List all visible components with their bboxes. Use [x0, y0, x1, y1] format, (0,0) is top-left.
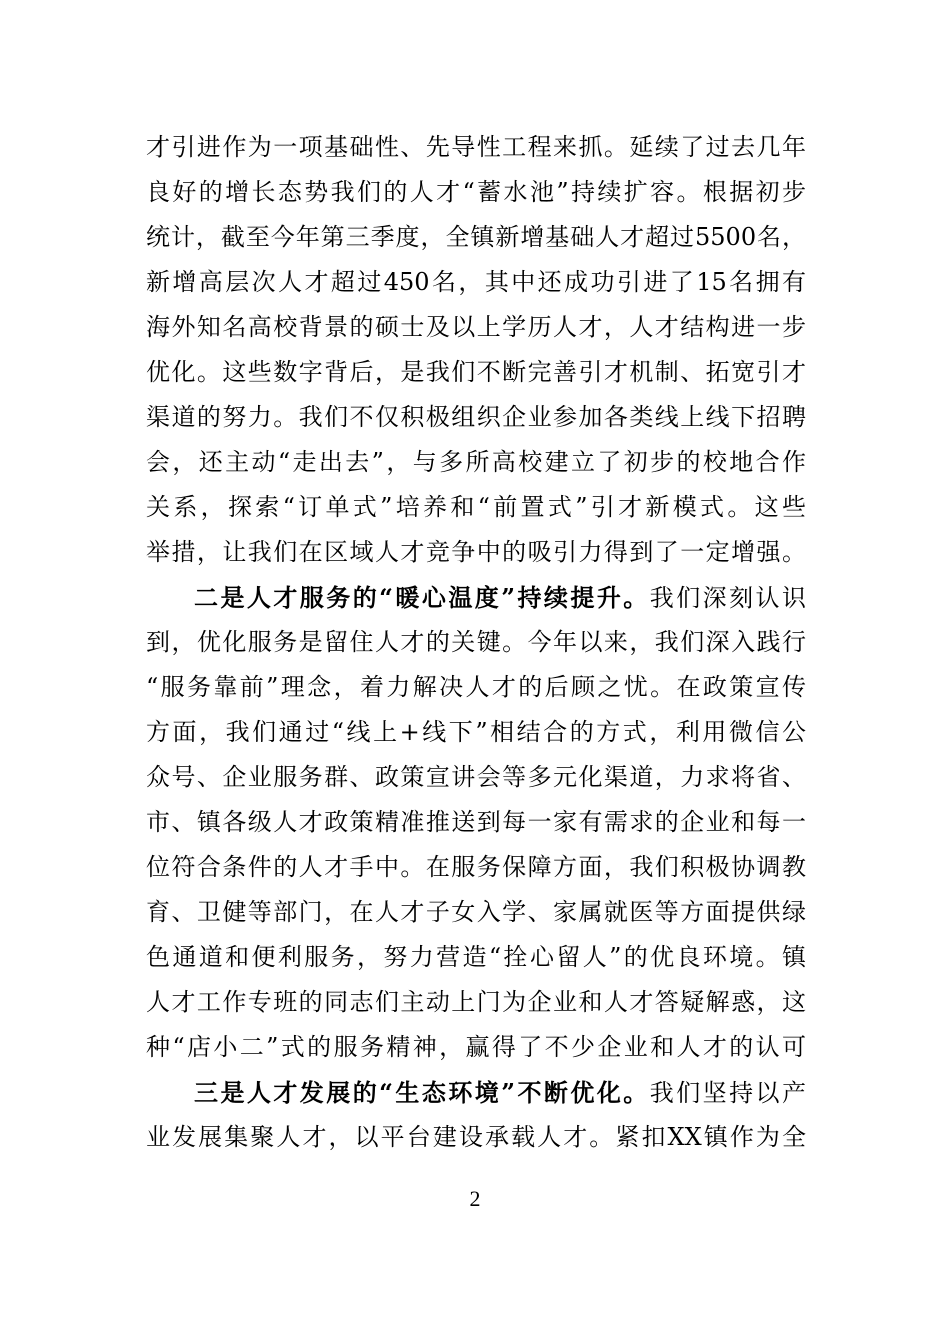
paragraph-2-lead: 我们深刻认识 [649, 584, 806, 612]
text-line: 方面，我们通过“线上+线下”相结合的方式，利用微信公 [146, 718, 806, 746]
text-line: 到，优化服务是留住人才的关键。今年以来，我们深入践行 [146, 628, 806, 656]
paragraph-3-first-line [146, 1070, 806, 1115]
text-line: 渠道的努力。我们不仅积极组织企业参加各类线上线下招聘 [146, 403, 806, 431]
text-line: 良好的增长态势我们的人才“蓄水池”持续扩容。根据初步 [146, 178, 806, 206]
text-line: 市、镇各级人才政策精准推送到每一家有需求的企业和每一 [146, 808, 806, 836]
text-line: 会，还主动“走出去”，与多所高校建立了初步的校地合作 [146, 448, 806, 476]
text-line: 业发展集聚人才，以平台建设承载人才。紧扣XX镇作为全 [146, 1123, 806, 1151]
text-line: “服务靠前”理念，着力解决人才的后顾之忧。在政策宣传 [146, 673, 806, 701]
text-line: 色通道和便利服务，努力营造“拴心留人”的优良环境。镇 [146, 943, 806, 971]
text-line: 育、卫健等部门，在人才子女入学、家属就医等方面提供绿 [146, 898, 806, 926]
text-line: 优化。这些数字背后，是我们不断完善引才机制、拓宽引才 [146, 358, 806, 386]
text-line: 新增高层次人才超过450名，其中还成功引进了15名拥有 [146, 268, 806, 296]
paragraph-2-first-line [146, 575, 806, 620]
text-line: 统计，截至今年第三季度，全镇新增基础人才超过5500名， [146, 223, 806, 251]
text-line: 海外知名高校背景的硕士及以上学历人才，人才结构进一步 [146, 313, 806, 341]
text-line: 众号、企业服务群、政策宣讲会等多元化渠道，力求将省、 [146, 763, 806, 791]
text-line: 位符合条件的人才手中。在服务保障方面，我们积极协调教 [146, 853, 806, 881]
text-line: 举措，让我们在区域人才竞争中的吸引力得到了一定增强。 [146, 538, 806, 566]
paragraph-3-heading: 三是人才发展的“生态环境”不断优化。 [194, 1078, 650, 1107]
paragraph-2-heading: 二是人才服务的“暖心温度”持续提升。 [194, 583, 650, 612]
body-text [146, 125, 806, 1160]
text-line: 才引进作为一项基础性、先导性工程来抓。延续了过去几年 [146, 133, 806, 161]
page-number: 2 [469, 1186, 481, 1211]
paragraph-3-lead: 我们坚持以产 [649, 1079, 806, 1107]
text-line: 关系，探索“订单式”培养和“前置式”引才新模式。这些 [146, 493, 806, 521]
text-line: 种“店小二”式的服务精神，赢得了不少企业和人才的认可 [146, 1033, 806, 1061]
text-line: 人才工作专班的同志们主动上门为企业和人才答疑解惑，这 [146, 988, 806, 1016]
